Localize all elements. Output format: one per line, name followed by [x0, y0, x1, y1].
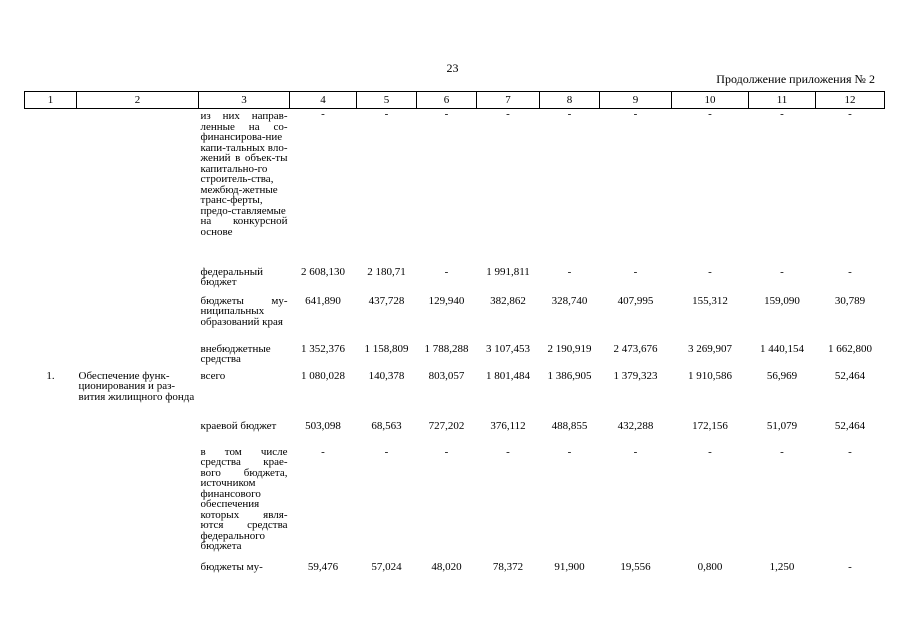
value-cell: 140,378 [368, 369, 405, 382]
continuation-note: Продолжение приложения № 2 [716, 72, 875, 86]
value-cell: 437,728 [368, 294, 405, 307]
value-cell: - [321, 108, 325, 120]
value-cell: - [444, 265, 449, 278]
value-cell: 52,464 [834, 419, 866, 432]
row-label: всего [200, 369, 226, 382]
table-row [25, 556, 885, 576]
value-cell: - [780, 265, 784, 278]
header-row [25, 92, 885, 109]
value-cell: 503,098 [305, 419, 341, 432]
value-cell: 1 440,154 [760, 342, 804, 355]
row-label: внебюджетные средства [200, 342, 271, 365]
table-row [25, 365, 885, 415]
value-cell: - [633, 108, 638, 120]
value-cell: 1 991,811 [486, 265, 530, 278]
row-label: в том числе средства крае-вого бюджета, источником финансового обеспечения которых явля-ются средства федерального бюджета [200, 445, 288, 552]
header-cell: 8 [540, 92, 600, 109]
row-label: бюджеты му- [200, 560, 263, 573]
value-cell: - [708, 445, 712, 458]
value-cell: 432,288 [617, 419, 654, 432]
value-cell: 1 662,800 [828, 342, 872, 355]
value-cell: 1 910,586 [688, 369, 732, 382]
value-cell: - [780, 108, 784, 120]
value-cell: 68,563 [371, 419, 402, 432]
value-cell: 48,020 [431, 560, 462, 573]
row-number [25, 556, 77, 576]
table-row [25, 441, 885, 556]
value-cell: - [567, 445, 572, 458]
value-cell: 78,372 [492, 560, 524, 573]
value-cell: 1 386,905 [547, 369, 592, 382]
value-cell: 3 269,907 [688, 342, 732, 355]
value-cell: 159,090 [764, 294, 800, 307]
row-name [77, 415, 199, 441]
value-cell: 129,940 [428, 294, 465, 307]
header-cell: 3 [199, 92, 290, 109]
header-cell: 5 [357, 92, 417, 109]
row-number [25, 415, 77, 441]
value-cell: 488,855 [551, 419, 588, 432]
row-number [25, 290, 77, 338]
value-cell: 30,789 [834, 294, 866, 307]
row-label: бюджеты му-ниципальных образований края [200, 294, 288, 328]
value-cell: 51,079 [766, 419, 798, 432]
value-cell: - [848, 265, 852, 278]
value-cell: 1 788,288 [424, 342, 469, 355]
value-cell: 382,862 [490, 294, 526, 307]
value-cell: - [384, 445, 389, 458]
row-name [77, 441, 199, 556]
value-cell: 2 190,919 [547, 342, 592, 355]
value-cell: 1 379,323 [613, 369, 658, 382]
value-cell: - [848, 560, 852, 573]
value-cell: 52,464 [834, 369, 866, 382]
row-name [77, 261, 199, 290]
value-cell: 59,476 [307, 560, 339, 573]
row-number [25, 441, 77, 556]
value-cell: 57,024 [371, 560, 402, 573]
row-name [77, 109, 199, 261]
value-cell: 3 107,453 [486, 342, 530, 355]
table-row [25, 109, 885, 261]
row-label: краевой бюджет [200, 419, 277, 432]
row-number: 1. [46, 369, 55, 382]
value-cell: 172,156 [692, 419, 728, 432]
table-row [25, 261, 885, 290]
header-cell: 1 [25, 92, 77, 109]
row-number [25, 338, 77, 365]
value-cell: - [506, 445, 510, 458]
value-cell: 155,312 [692, 294, 728, 307]
header-cell: 2 [77, 92, 199, 109]
table-row [25, 290, 885, 338]
row-label: федеральный бюджет [200, 265, 263, 288]
value-cell: 641,890 [305, 294, 341, 307]
value-cell: 328,740 [551, 294, 588, 307]
table-row [25, 415, 885, 441]
header-cell: 4 [290, 92, 357, 109]
value-cell: 56,969 [766, 369, 798, 382]
header-cell: 7 [477, 92, 540, 109]
value-cell: - [848, 445, 852, 458]
row-number [25, 109, 77, 261]
value-cell: - [444, 445, 449, 458]
row-name: Обеспечение функ-ционирования и раз-вития жилищного фонда [78, 369, 195, 403]
header-cell: 10 [672, 92, 749, 109]
value-cell: 1 158,809 [364, 342, 409, 355]
value-cell: - [321, 445, 325, 458]
value-cell: - [780, 445, 784, 458]
row-label: из них направ-ленные на со-финансирова-ние капи-тальных вло-жений в объек-ты капитально-го строитель-ства, межбюд-жетные транс-ферты, предо-ставляемые на конкурсной основе [200, 110, 288, 238]
header-cell: 6 [417, 92, 477, 109]
value-cell: - [708, 108, 712, 120]
row-name [77, 556, 199, 576]
value-cell: - [506, 108, 510, 120]
value-cell: 2 180,71 [367, 265, 406, 278]
value-cell: - [708, 265, 712, 278]
value-cell: 1 801,484 [486, 369, 530, 382]
header-cell: 11 [749, 92, 816, 109]
budget-table [24, 91, 885, 576]
value-cell: - [444, 108, 449, 120]
value-cell: 376,112 [490, 419, 526, 432]
table-row [25, 338, 885, 365]
value-cell: - [567, 265, 572, 278]
row-name [77, 338, 199, 365]
value-cell: 91,900 [554, 560, 585, 573]
value-cell: 407,995 [617, 294, 654, 307]
value-cell: 1 080,028 [301, 369, 345, 382]
value-cell: - [848, 108, 852, 120]
value-cell: - [384, 108, 389, 120]
value-cell: 2 473,676 [613, 342, 658, 355]
page-number: 23 [446, 61, 459, 75]
header-cell: 12 [816, 92, 885, 109]
row-name [77, 290, 199, 338]
row-number [25, 261, 77, 290]
value-cell: 1,250 [769, 560, 795, 573]
value-cell: - [567, 108, 572, 120]
value-cell: 727,202 [428, 419, 465, 432]
value-cell: 19,556 [620, 560, 651, 573]
value-cell: 0,800 [697, 560, 723, 573]
value-cell: 2 608,130 [301, 265, 345, 278]
value-cell: - [633, 445, 638, 458]
value-cell: 1 352,376 [301, 342, 345, 355]
value-cell: - [633, 265, 638, 278]
value-cell: 803,057 [428, 369, 465, 382]
header-cell: 9 [600, 92, 672, 109]
